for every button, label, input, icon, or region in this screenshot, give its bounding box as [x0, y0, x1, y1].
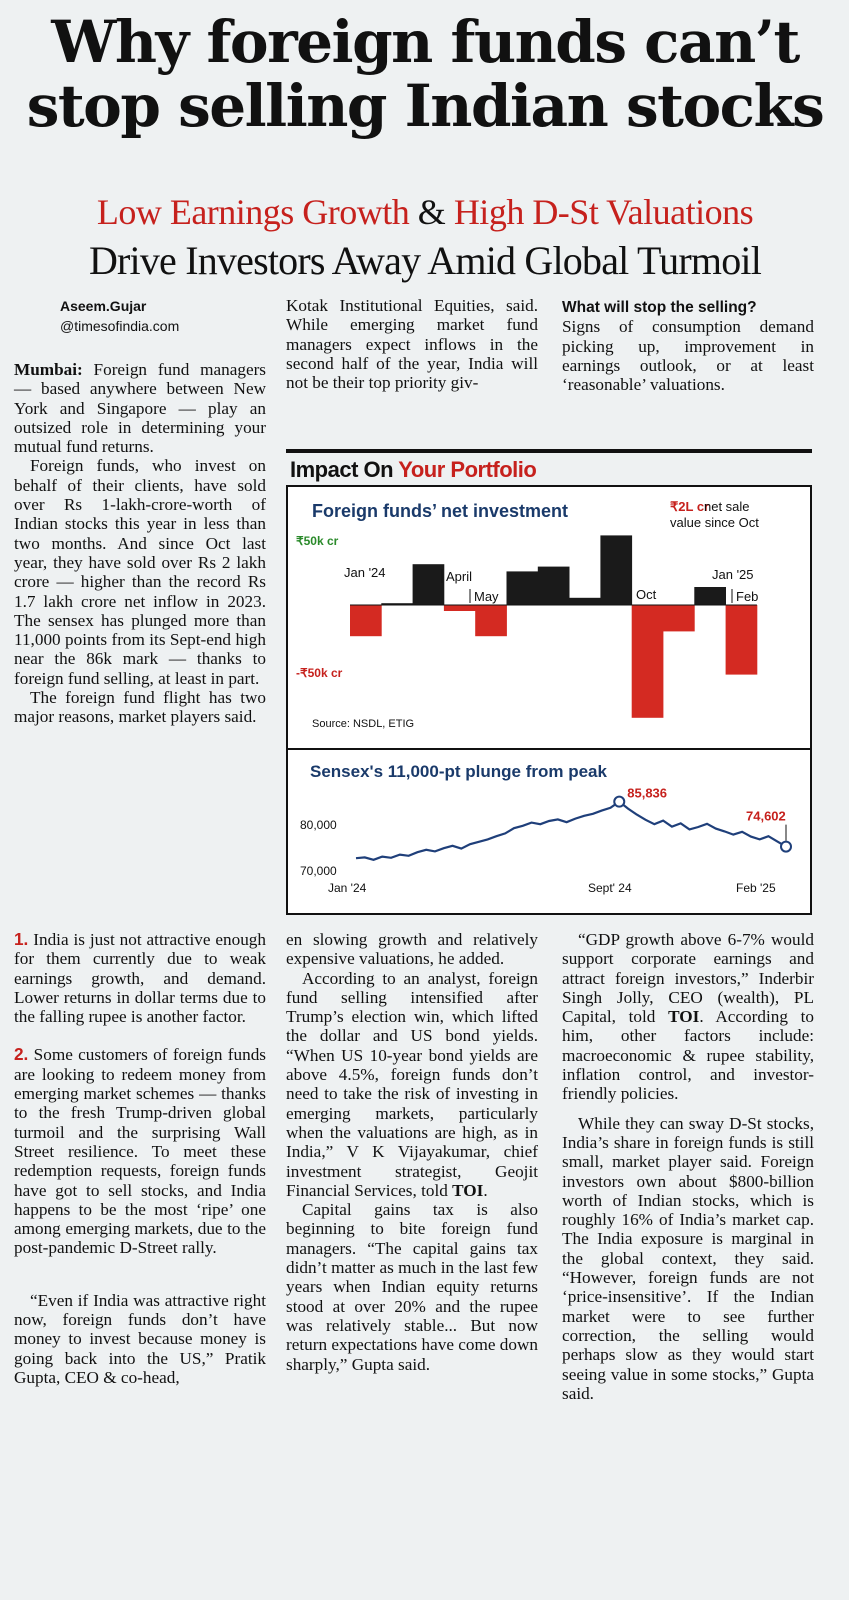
- paragraph-text: “GDP growth above 6-7% would support corporate earnings and attract foreign investors,” Inderbir Singh Jolly, CEO (wealth), PL Capital, told: [562, 930, 814, 1027]
- bar: [538, 567, 570, 605]
- column-3-top: [562, 298, 814, 394]
- paragraph: Capital gains tax is also beginning to bite foreign fund managers. “The capital gains tax didn’t matter as much in the last few years when Indian equity returns stood at over 20% and the rupee was relatively stable... But now return expectations have come down sharply,” Gupta said.: [286, 1200, 538, 1374]
- bar: [694, 587, 726, 605]
- reason-1: [14, 930, 266, 1026]
- reason-number: 2.: [14, 1044, 29, 1065]
- bar: [600, 535, 632, 605]
- paragraph: [286, 969, 538, 1201]
- bar-annotation-highlight: ₹2L cr: [670, 499, 710, 514]
- graphic-top-rule: [286, 449, 812, 453]
- bar-category-label: April: [446, 569, 473, 584]
- bar-ytick-label: -₹50k cr: [296, 666, 343, 680]
- bar-annotation-text-2: value since Oct: [670, 515, 759, 530]
- charts-svg: [288, 487, 810, 913]
- bar: [475, 605, 507, 636]
- deck: Drive Investors Away Amid Global Turmoil: [88, 238, 762, 283]
- kicker-ampersand: &: [417, 192, 446, 232]
- graphic-header-red: Your Portfolio: [398, 457, 537, 482]
- reason-text: India is just not attractive enough for them currently due to weak earnings growth, and demand. Lower returns in dollar terms due to the falling rupee is another factor.: [14, 930, 266, 1027]
- paragraph: en slowing growth and relatively expensive valuations, he added.: [286, 930, 538, 969]
- column-1-reasons: [14, 930, 266, 1387]
- bar-category-label: May: [474, 589, 499, 604]
- column-1: [14, 360, 266, 727]
- bar-category-label: Oct: [636, 587, 657, 602]
- paragraph: [562, 930, 814, 1104]
- peak-marker: [614, 797, 624, 807]
- impact-graphic: [286, 449, 812, 919]
- bar: [350, 605, 382, 636]
- paragraph: While they can sway D-St stocks, India’s share in foreign funds is still small, market player said. Foreign investors own about $800-billion worth of Indian stocks, which is roughly 16% of India’s market cap. The India exposure is marginal in the global context, they said. “However, foreign funds are not ‘price-insensitive’. If the Indian market were to see further correction, the selling would perhaps slow as they would start seeing value in some stocks,” Gupta said.: [562, 1113, 814, 1403]
- line-xtick-label: Jan '24: [328, 881, 367, 895]
- bar: [632, 605, 664, 718]
- reason-text: Some customers of foreign funds are looking to redeem money from emerging market schemes — thanks to the fresh Trump-driven global turmoil and the surprising Wall Street resilience. To meet these redemption requests, foreign funds have got to sell stocks, and India happens to be the most ‘ripe’ one among emerging markets, due to the post-pandemic D-Street rally.: [14, 1045, 266, 1258]
- byline-name: Aseem.Gujar: [60, 298, 147, 314]
- paragraph: Signs of consumption demand picking up, improvement in earnings outlook, or at least ‘reasonable’ valuations.: [562, 317, 814, 395]
- dateline: Mumbai:: [14, 360, 83, 379]
- kicker: [10, 190, 840, 234]
- last-value-label: 74,602: [746, 808, 786, 824]
- kicker-part-1: Low Earnings Growth: [96, 192, 410, 232]
- line-xtick-label: Sept' 24: [588, 881, 632, 895]
- bar: [726, 605, 758, 675]
- peak-label: 85,836: [627, 785, 668, 801]
- line-xtick-label: Feb '25: [736, 881, 776, 895]
- byline-handle: @timesofindia.com: [60, 318, 180, 334]
- byline: [60, 296, 260, 336]
- chart-box: [286, 485, 812, 915]
- line-ytick-label: 70,000: [300, 864, 337, 878]
- bar: [507, 571, 539, 605]
- paragraph-text: Foreign fund managers — based anywhere between New York and Singapore — play an outsized role in determining your mutual fund returns.: [14, 360, 266, 457]
- subhead: What will stop the selling?: [562, 299, 757, 316]
- toi-mark: TOI: [452, 1180, 484, 1200]
- paragraph-text: . According to him, other factors include: macroeconomic & rupee stability, inflation control, and investor-friendly policies.: [562, 1007, 814, 1104]
- bar-category-label: Jan '25: [712, 567, 754, 582]
- bar: [663, 605, 695, 631]
- line-ytick-label: 80,000: [300, 818, 337, 832]
- reason-2: [14, 1045, 266, 1257]
- bar: [444, 605, 476, 611]
- reason-number: 1.: [14, 929, 29, 949]
- headline-line-1: Why foreign funds can’t: [51, 8, 799, 76]
- kicker-part-2: High D-St Valuations: [453, 192, 754, 232]
- bar-chart-title: Foreign funds’ net investment: [312, 501, 569, 521]
- paragraph: “Even if India was attractive right now, foreign funds don’t have money to invest because money is going back into the US,” Pratik Gupta, CEO & co-head,: [14, 1290, 266, 1387]
- toi-mark: TOI: [668, 1007, 700, 1027]
- bar: [569, 598, 601, 605]
- paragraph-text: .: [483, 1180, 488, 1200]
- paragraph: The foreign fund flight has two major reasons, market players said.: [14, 688, 266, 727]
- last-marker: [781, 842, 791, 852]
- paragraph-text: According to an analyst, foreign fund selling intensified after Trump’s election win, which lifted the dollar and US bond yields. “When US 10-year bond yields are above 4.5%, foreign funds don’t need to take the risk of investing in emerging markets, particularly when the valuations are high, as in India,” V K Vijayakumar, chief investment strategist, Geojit Financial Services, told: [286, 968, 538, 1200]
- column-2-top: [286, 296, 538, 392]
- sensex-line: [356, 802, 786, 860]
- bar-ytick-label: ₹50k cr: [296, 534, 339, 548]
- chart-source: Source: NSDL, ETIG: [312, 718, 415, 730]
- graphic-header-black: Impact On: [290, 457, 394, 482]
- headline-line-2: stop selling Indian stocks: [26, 72, 824, 140]
- bar-category-label: Jan '24: [344, 565, 386, 580]
- paragraph: Foreign funds, who invest on behalf of their clients, have sold over Rs 1-lakh-crore-worth of Indian stocks this year in less than two months. And since Oct last year, they have sold over Rs 2 lakh crore — higher than the record Rs 1.7 lakh crore net inflow in 2023. The sensex has plunged more than 11,000 points from its Sept-end high near the 86k mark — thanks to foreign fund selling, at least in part.: [14, 456, 266, 688]
- column-3-bottom: [562, 930, 814, 1403]
- headline: [10, 10, 840, 138]
- paragraph: [14, 360, 266, 456]
- bar-category-label: Feb: [736, 589, 759, 604]
- column-2-bottom: [286, 930, 538, 1374]
- bar: [413, 564, 445, 605]
- line-chart-title: Sensex's 11,000-pt plunge from peak: [310, 762, 607, 781]
- paragraph: Kotak Institutional Equities, said. While emerging market fund managers expect inflows in the second half of the year, India will not be their top priority giv-: [286, 296, 538, 393]
- graphic-header: [290, 457, 536, 483]
- bar-annotation-text-1: net sale: [704, 499, 750, 514]
